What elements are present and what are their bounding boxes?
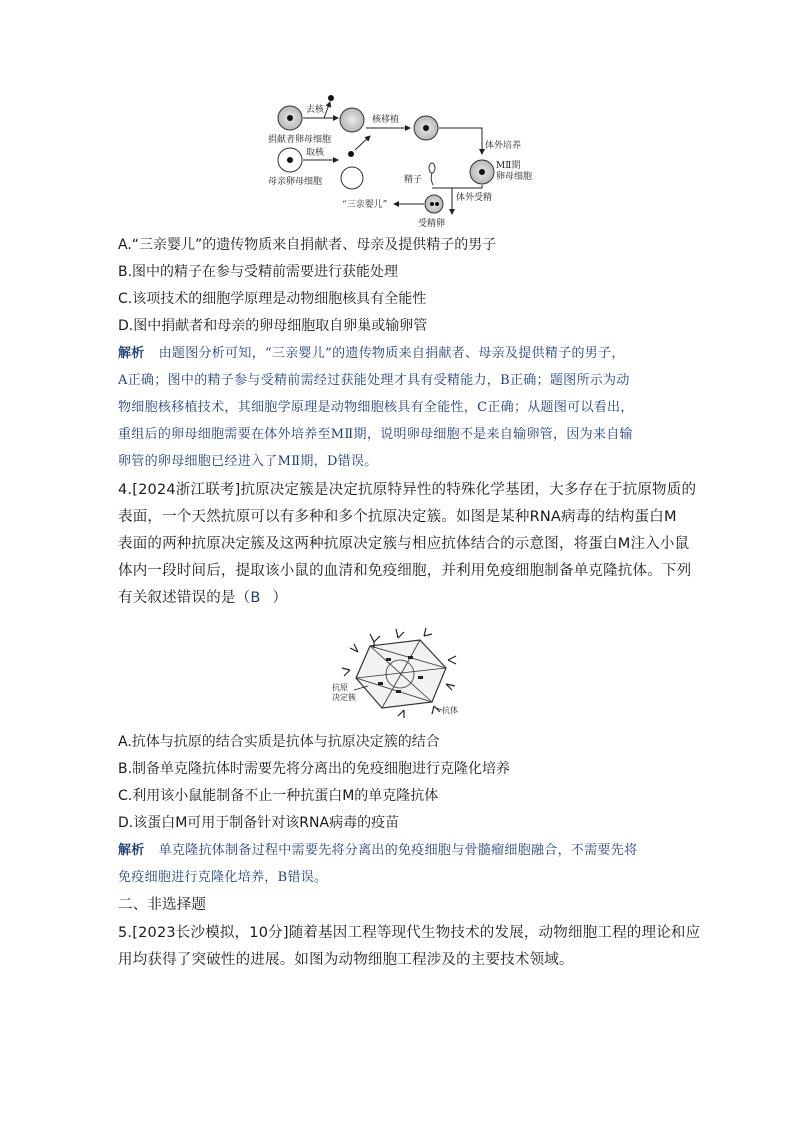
q4-option-a: A.抗体与抗原的结合实质是抗体与抗原决定簇的结合 [118,734,440,750]
extracted-nucleus [348,151,354,157]
q4-analysis-line-2: 免疫细胞进行克隆化培养，B错误。 [118,870,328,885]
q4-stem-line-2: 表面，一个天然抗原可以有多种和多个抗原决定簇。如图是某种RNA病毒的结构蛋白M [118,509,677,525]
q4-stem-line-4: 体内一段时间后，提取该小鼠的血清和免疫细胞，并利用免疫细胞制备单克隆抗体。下列 [118,563,692,579]
label-antibody: 抗体 [442,706,458,715]
q3-option-c: C.该项技术的细胞学原理是动物细胞核具有全能性 [118,291,427,307]
three-parent-baby-diagram [262,92,582,232]
q3-option-d: D.图中捐献者和母亲的卵母细胞取自卵巢或输卵管 [118,318,428,334]
mii-oocyte [470,160,494,184]
q4-answer: B [250,590,261,606]
zygote-cell [425,195,443,213]
label-extract-nucleus: 取核 [306,148,325,158]
label-baby: “三亲婴儿” [342,200,388,210]
mother-oocyte-cell [278,148,302,172]
label-zygote: 受精卵 [418,219,446,229]
mother-enucleated-cell [341,167,363,189]
q4-option-d: D.该蛋白M可用于制备针对该RNA病毒的疫苗 [118,815,400,831]
virus-antigen-antibody-diagram [328,624,468,720]
q4-analysis-line-1 [118,842,688,860]
q4-paren-close: ） [272,590,288,606]
q3-analysis-line-1 [118,345,688,363]
label-ivf: 体外受精 [456,193,493,203]
q5-stem-line-1: 5.[2023长沙模拟，10分]随着基因工程等现代生物技术的发展，动物细胞工程的理论和应 [118,925,701,941]
label-epitope-2: 决定簇 [332,693,356,702]
label-mii-2: 卵母细胞 [496,172,533,182]
q3-option-b: B.图中的精子在参与受精前需要进行获能处理 [118,264,399,280]
label-mother: 母亲卵母细胞 [268,177,323,187]
q3-option-a: A.“三亲婴儿”的遗传物质来自捐献者、母亲及提供精子的男子 [118,237,497,253]
q5-stem-line-2: 用均获得了突破性的进展。如图为动物细胞工程涉及的主要技术领域。 [118,952,574,968]
q4-stem-text-5: 有关叙述错误的是（ [118,590,251,606]
donor-oocyte-cell [278,106,302,130]
q3-analysis-line-4: 重组后的卵母细胞需要在体外培养至MⅡ期，说明卵母细胞不是来自输卵管，因为来自输 [118,427,633,442]
q4-stem-line-5 [118,589,688,607]
enucleated-donor-cell [340,108,364,132]
label-donor: 捐献者卵母细胞 [268,135,332,145]
label-enucleate: 去核 [306,105,325,115]
label-culture: 体外培养 [485,141,522,151]
q3-analysis-line-2: A正确；图中的精子参与受精前需经过获能处理才具有受精能力，B正确；题图所示为动 [118,373,630,388]
q3-analysis-line-5: 卵管的卵母细胞已经进入了MⅡ期，D错误。 [118,454,378,469]
q3-analysis-line-3: 物细胞核移植技术，其细胞学原理是动物细胞核具有全能性，C正确；从题图可以看出， [118,400,634,415]
sperm-icon [429,163,435,185]
q4-analysis-label: 解析 [118,843,145,858]
q4-option-c: C.利用该小鼠能制备不止一种抗蛋白M的单克隆抗体 [118,788,439,804]
q4-stem-line-3: 表面的两种抗原决定簇及这两种抗原决定簇与相应抗体结合的示意图，将蛋白M注入小鼠 [118,536,690,552]
q4-analysis-text-1: 单克隆抗体制备过程中需要先将分离出的免疫细胞与骨髓瘤细胞融合，不需要先将 [158,843,638,858]
label-nuclear-transfer: 核移植 [372,115,400,125]
section-heading: 二、非选择题 [118,897,207,913]
label-sperm: 精子 [404,175,423,185]
q3-analysis-text-1: 由题图分析可知，“三亲婴儿”的遗传物质来自捐献者、母亲及提供精子的男子， [158,346,625,361]
reconstructed-oocyte [414,116,438,140]
label-mii-1: MⅡ期 [496,161,521,171]
q3-analysis-label: 解析 [118,346,145,361]
label-epitope-1: 抗原 [332,683,348,692]
removed-nucleus [328,95,334,101]
q4-option-b: B.制备单克隆抗体时需要先将分离出的免疫细胞进行克隆化培养 [118,761,511,777]
q4-stem-line-1: 4.[2024浙江联考]抗原决定簇是决定抗原特异性的特殊化学基团，大多存在于抗原物质的 [118,482,697,498]
